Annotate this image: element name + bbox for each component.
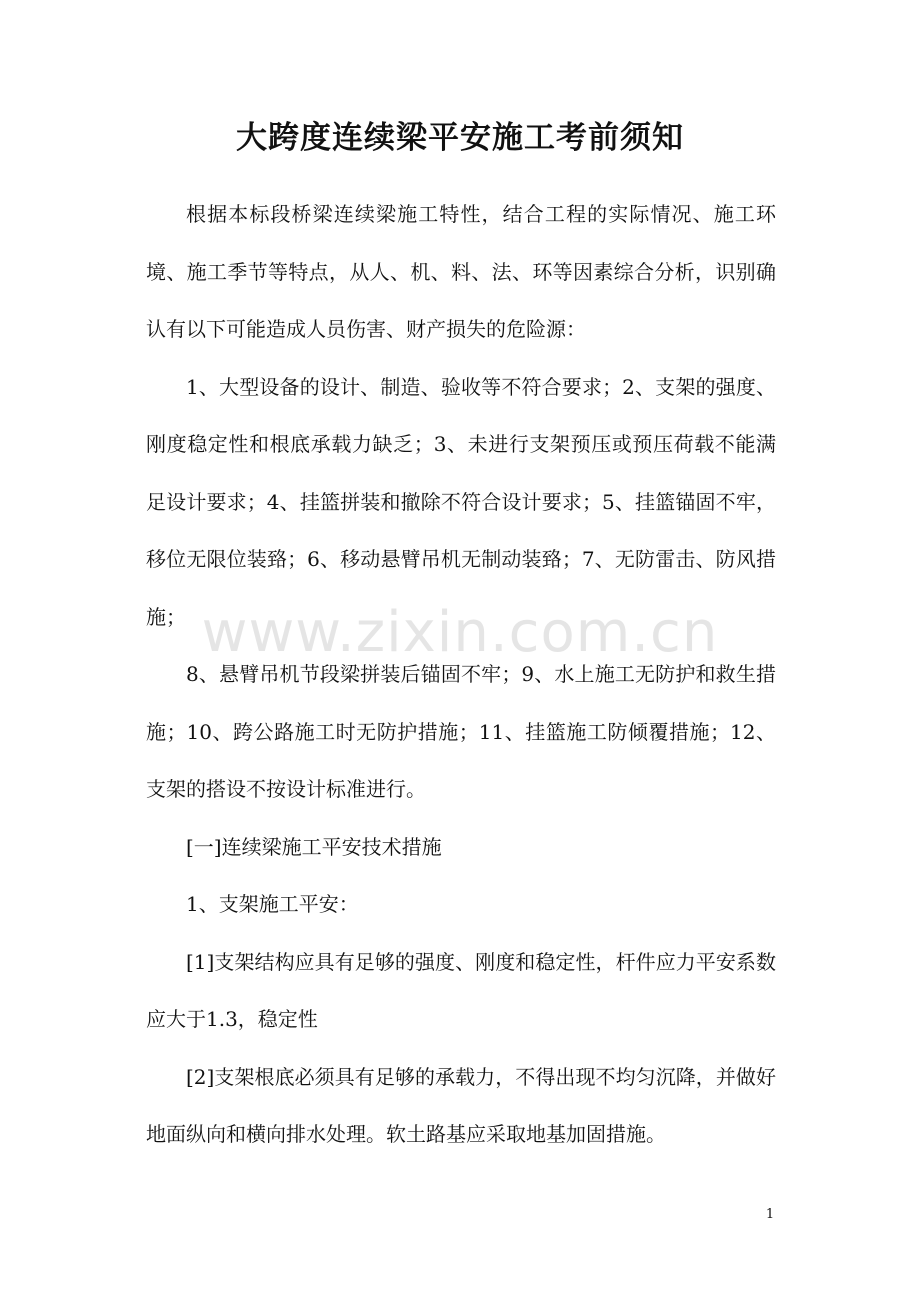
paragraph-hazards-2: 8、悬臂吊机节段梁拼装后锚固不牢；9、水上施工无防护和救生措施；10、跨公路施工时无防护措施；11、挂篮施工防倾覆措施；12、支架的搭设不按设计标准进行。 [146,662,776,801]
subsection-heading: 1、支架施工平安： [186,892,359,916]
paragraph-item-1: [1]支架结构应具有足够的强度、刚度和稳定性，杆件应力平安系数应大于1.3，稳定性 [146,949,776,1031]
paragraph-intro: 根据本标段桥梁连续梁施工特性，结合工程的实际情况、施工环境、施工季节等特点，从人、机、料、法、环等因素综合分析，识别确认有以下可能造成人员伤害、财产损失的危险源： [146,202,776,341]
page-number: 1 [765,1207,775,1222]
document-body [146,186,776,1164]
watermark: www.zixin.com.cn [201,600,719,665]
section-heading: [一]连续梁施工平安技术措施 [186,834,442,859]
paragraph-item-2: [2]支架根底必须具有足够的承载力，不得出现不均匀沉降，并做好地面纵向和横向排水处理。软土路基应采取地基加固措施。 [146,1064,776,1146]
document-title: 大跨度连续梁平安施工考前须知 [236,120,684,156]
paragraph-hazards-1: 1、大型设备的设计、制造、验收等不符合要求；2、支架的强度、刚度稳定性和根底承载力缺乏；3、未进行支架预压或预压荷载不能满足设计要求；4、挂篮拼装和撤除不符合设计要求；5、挂篮锚固不牢，移位无限位装臵；6、移动悬臂吊机无制动装臵；7、无防雷击、防风措施； [146,374,776,629]
